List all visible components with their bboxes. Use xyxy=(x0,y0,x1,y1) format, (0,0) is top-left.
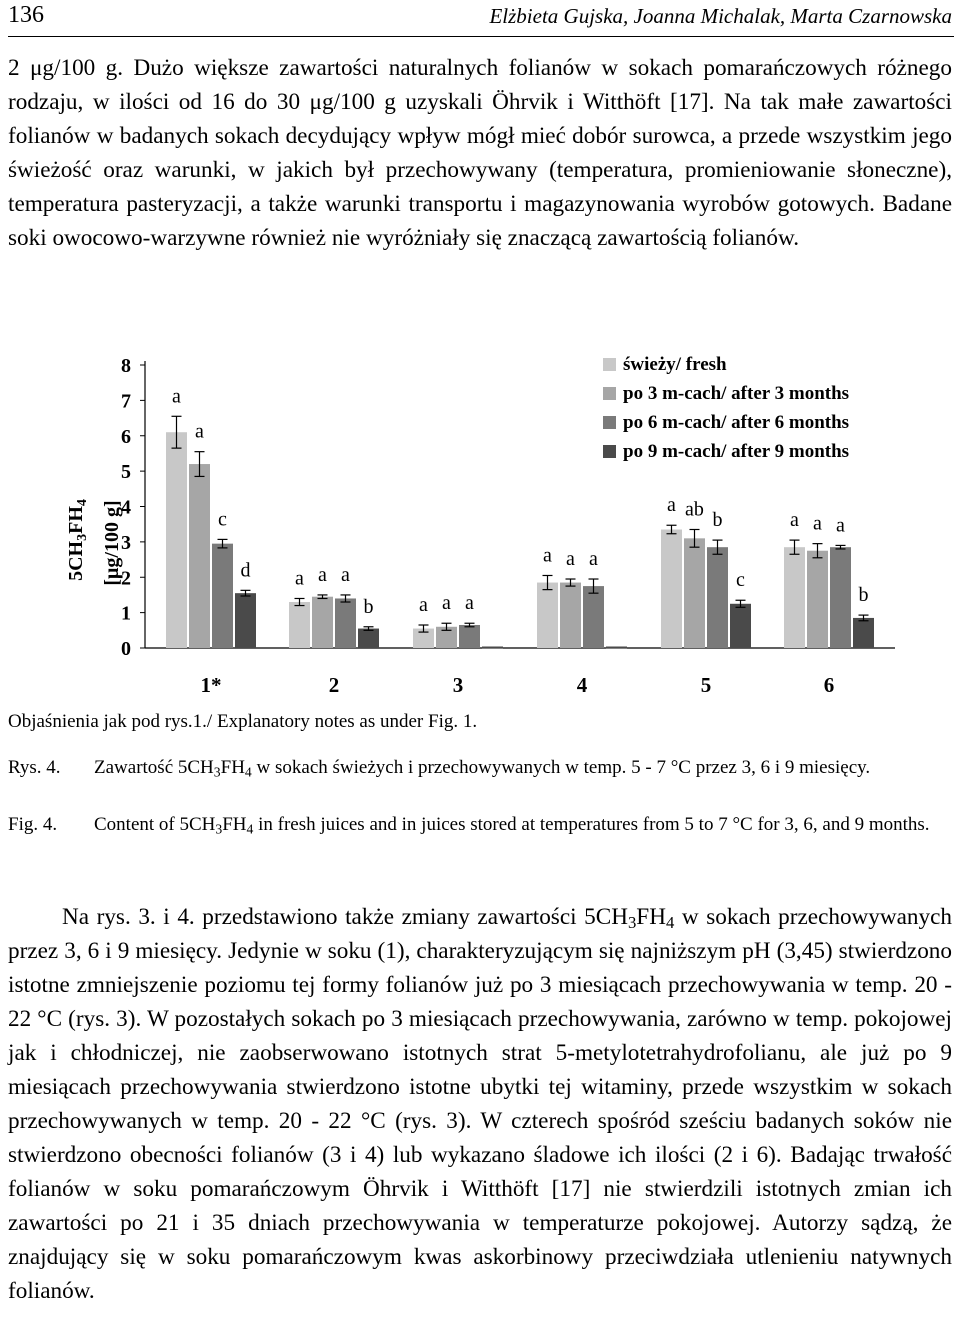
significance-letter: b xyxy=(363,595,374,618)
y-axis-label xyxy=(65,499,90,581)
bar xyxy=(289,602,310,648)
caption-pl-c: w sokach świeżych i przechowywanych w temp. 5 - 7 °C przez 3, 6 i 9 miesięcy. xyxy=(251,757,871,778)
caption-en-c: in fresh juices and in juices stored at temperatures from 5 to 7 °C for 3, 6, and 9 months. xyxy=(253,814,930,835)
significance-letter: a xyxy=(195,420,204,443)
significance-letter: b xyxy=(858,584,869,607)
significance-letter: a xyxy=(790,509,799,532)
page-number: 136 xyxy=(8,2,44,28)
bar xyxy=(560,583,581,648)
caption-pl-b: FH xyxy=(220,757,245,778)
para2-c: w sokach przechowywanych przez 3, 6 i 9 miesięcy. Jedynie w soku (1), charakteryzującym się najniższym pH (3,45) stwierdzono istotne zmniejszenie poziomu tej formy folianów już po 3 miesiącach przechowywania w temp. 20 - 22 °C (rys. 3). W pozostałych sokach po 3 miesiącach przechowywania, zarówno w temp. pokojowej jak i chłodniczej, nie zaobserwowano istotnych strat 5-metylotetrahydrofolianu, ale już po 9 miesiącach przechowywania stwierdzono istotne ubytki tej witaminy, przede wszystkim w sokach przechowywanych w temp. 20 - 22 °C (rys. 3). W czterech spośród sześciu badanych soków nie stwierdzono obecności folianów (3 i 4) lub wykazano śladowe ich ilości (2 i 6). Badając trwałość folianów w soku pomarańczowym Öhrvik i Witthöft [17] nie stwierdzili istotnych zmian ich zawartości po 21 i 35 dniach przechowywania w temperaturze pokojowej. Autorzy sądzą, że znajdujący się w soku pomarańczowym kwas askorbinowy przeciwdziała utlenieniu natywnych folianów. xyxy=(8,904,952,1304)
y-label-5ch: 5CH xyxy=(65,540,87,581)
bar xyxy=(335,598,356,648)
para2-b: FH xyxy=(636,904,666,930)
x-tick-label: 4 xyxy=(576,673,588,697)
y-label-sub2: 4 xyxy=(75,499,90,507)
y-tick-label: 4 xyxy=(121,496,131,519)
bar xyxy=(189,464,210,648)
bar xyxy=(212,544,233,648)
figure-notes: Objaśnienia jak pod rys.1./ Explanatory notes as under Fig. 1. xyxy=(8,711,478,732)
significance-letter: a xyxy=(318,563,327,586)
legend-swatch xyxy=(603,358,616,371)
bar xyxy=(235,593,256,648)
bar xyxy=(807,551,828,648)
body-paragraph-2 xyxy=(8,900,952,1308)
caption-pl-a: Zawartość 5CH xyxy=(94,757,214,778)
body-paragraph-1 xyxy=(8,51,952,255)
y-tick-label: 3 xyxy=(121,531,131,554)
significance-letter: a xyxy=(465,592,474,615)
caption-en-sub-b: 4 xyxy=(246,821,254,837)
y-tick-label: 0 xyxy=(121,638,131,660)
x-axis-labels xyxy=(201,673,835,697)
caption-en-sub-a: 3 xyxy=(215,821,223,837)
legend-label: świeży/ fresh xyxy=(623,354,727,375)
bar xyxy=(583,586,604,648)
significance-letter: a xyxy=(442,592,451,615)
bar xyxy=(537,583,558,648)
caption-pl-sub-a: 3 xyxy=(213,764,221,780)
legend-label: po 9 m-cach/ after 9 months xyxy=(623,441,850,462)
significance-letter: a xyxy=(341,563,350,586)
y-label-sub1: 3 xyxy=(75,533,90,541)
running-authors: Elżbieta Gujska, Joanna Michalak, Marta Czarnowska xyxy=(489,4,952,28)
y-tick-label: 8 xyxy=(121,355,131,377)
bar xyxy=(661,529,682,648)
bar xyxy=(684,538,705,648)
significance-letter: a xyxy=(566,548,575,571)
para2-a: Na rys. 3. i 4. przedstawiono także zmiany zawartości 5CH xyxy=(62,904,628,930)
caption-label-en: Fig. 4. xyxy=(8,814,58,835)
significance-letter: a xyxy=(172,385,181,408)
bar xyxy=(358,629,379,648)
x-tick-label: 3 xyxy=(452,673,464,697)
bar xyxy=(459,625,480,648)
caption-pl-sub-b: 4 xyxy=(244,764,252,780)
bar xyxy=(707,547,728,648)
legend-label: po 3 m-cach/ after 3 months xyxy=(623,383,850,404)
significance-letter: a xyxy=(836,514,845,537)
bar xyxy=(312,597,333,648)
y-tick-label: 7 xyxy=(121,390,131,413)
significance-letter: a xyxy=(543,544,552,567)
y-tick-label: 6 xyxy=(121,425,131,448)
y-tick-label: 5 xyxy=(121,461,131,484)
x-tick-label: 1* xyxy=(200,673,222,697)
significance-letter: c xyxy=(736,569,745,592)
legend xyxy=(603,354,849,462)
bar xyxy=(166,432,187,648)
x-tick-label: 5 xyxy=(700,673,712,697)
page-header xyxy=(8,0,954,37)
bar xyxy=(853,618,874,648)
x-tick-label: 2 xyxy=(328,673,340,697)
para2-sub-a: 3 xyxy=(627,913,637,933)
significance-letter: a xyxy=(813,512,822,535)
significance-letter: c xyxy=(218,508,227,531)
caption-label-pl: Rys. 4. xyxy=(8,757,61,778)
y-tick-label: 1 xyxy=(121,602,131,625)
significance-letter: a xyxy=(419,594,428,617)
caption-text-en xyxy=(94,812,960,838)
caption-en-b: FH xyxy=(222,814,247,835)
significance-letter: d xyxy=(240,559,251,582)
legend-label: po 6 m-cach/ after 6 months xyxy=(623,412,850,433)
significance-letter: a xyxy=(295,567,304,590)
significance-letter: b xyxy=(712,509,723,532)
bar xyxy=(830,547,851,648)
significance-letter: a xyxy=(667,494,676,517)
legend-swatch xyxy=(603,445,616,458)
legend-swatch xyxy=(603,416,616,429)
bar xyxy=(784,547,805,648)
y-label-fh: FH xyxy=(65,506,87,534)
caption-text-pl xyxy=(94,755,960,781)
paragraph-text: 2 μg/100 g. Dużo większe zawartości naturalnych folianów w sokach pomarańczowych różnego rodzaju, w ilości od 16 do 30 μg/100 g uzyskali Öhrvik i Witthöft [17]. Na tak małe zawartości folianów w badanych sokach decydujący wpływ mógł mieć dobór surowca, a przede wszystkim jego świeżość oraz warunki, w jakich był przechowywany (temperatura, promieniowanie słoneczne), temperatura pasteryzacji, a także warunki transportu i magazynowania wyrobów gotowych. Badane soki owocowo-warzywne również nie wyróżniały się znaczącą zawartością folianów. xyxy=(8,55,952,251)
para2-sub-b: 4 xyxy=(665,913,675,933)
bar-chart xyxy=(0,340,960,700)
x-tick-label: 6 xyxy=(823,673,835,697)
legend-swatch xyxy=(603,387,616,400)
y-tick-label: 2 xyxy=(121,567,131,590)
bar xyxy=(730,604,751,648)
caption-en-a: Content of 5CH xyxy=(94,814,216,835)
significance-letter: a xyxy=(589,548,598,571)
paragraph-text xyxy=(8,900,952,1308)
y-axis-unit-label: [μg/100 g] xyxy=(101,500,123,586)
significance-letter: ab xyxy=(685,498,704,521)
